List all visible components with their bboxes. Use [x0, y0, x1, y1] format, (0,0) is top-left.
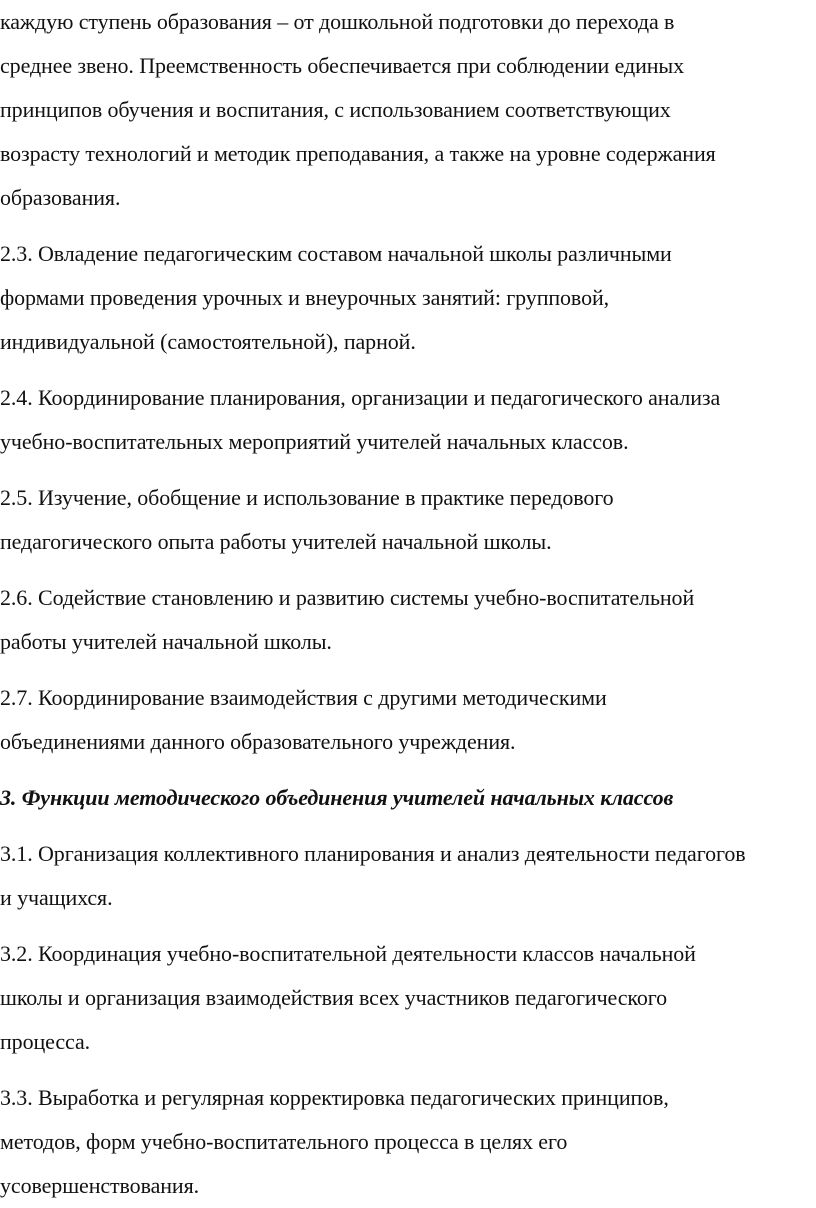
text-line: 3.1. Организация коллективного планирования и анализ деятельности педагогов — [0, 841, 746, 866]
paragraph-spacer — [0, 220, 816, 232]
text-line: возрасту технологий и методик преподавания, а также на уровне содержания — [0, 141, 716, 166]
text-line: школы и организация взаимодействия всех участников педагогического — [0, 985, 668, 1010]
text-line: формами проведения урочных и внеурочных занятий: групповой, — [0, 285, 610, 310]
paragraph-2-4 — [0, 376, 816, 464]
text-line: усовершенствования. — [0, 1173, 200, 1198]
text-line: принципов обучения и воспитания, с использованием соответствующих — [0, 97, 671, 122]
text-line: процесса. — [0, 1029, 91, 1054]
text-line: педагогического опыта работы учителей начальной школы. — [0, 529, 552, 554]
text-line: объединениями данного образовательного учреждения. — [0, 729, 516, 754]
paragraph-spacer — [0, 664, 816, 676]
text-line: образования. — [0, 185, 121, 210]
paragraph-3-2 — [0, 932, 816, 1064]
paragraph-2-3 — [0, 232, 816, 364]
text-line: каждую ступень образования – от дошкольной подготовки до перехода в — [0, 9, 675, 34]
paragraph-spacer — [0, 1064, 816, 1076]
text-line: 3.2. Координация учебно-воспитательной деятельности классов начальной — [0, 941, 696, 966]
paragraph-spacer — [0, 820, 816, 832]
paragraph-2-6 — [0, 576, 816, 664]
text-line: 2.6. Содействие становлению и развитию системы учебно-воспитательной — [0, 585, 695, 610]
text-line: методов, форм учебно-воспитательного процесса в целях его — [0, 1129, 568, 1154]
paragraph-spacer — [0, 764, 816, 776]
text-line: 3.3. Выработка и регулярная корректировка педагогических принципов, — [0, 1085, 669, 1110]
paragraph-3-1 — [0, 832, 816, 920]
heading-line: 3. Функции методического объединения учителей начальных классов — [0, 785, 674, 810]
text-line: среднее звено. Преемственность обеспечивается при соблюдении единых — [0, 53, 685, 78]
text-line: 2.4. Координирование планирования, организации и педагогического анализа — [0, 385, 721, 410]
section-heading — [0, 776, 816, 820]
paragraph-continuation — [0, 0, 816, 220]
paragraph-2-7 — [0, 676, 816, 764]
paragraph-spacer — [0, 464, 816, 476]
text-line: индивидуальной (самостоятельной), парной. — [0, 329, 416, 354]
text-line: 2.7. Координирование взаимодействия с другими методическими — [0, 685, 607, 710]
text-line: учебно-воспитательных мероприятий учителей начальных классов. — [0, 429, 629, 454]
text-line: и учащихся. — [0, 885, 113, 910]
text-line: работы учителей начальной школы. — [0, 629, 332, 654]
paragraph-spacer — [0, 364, 816, 376]
text-line: 2.5. Изучение, обобщение и использование в практике передового — [0, 485, 614, 510]
paragraph-spacer — [0, 564, 816, 576]
text-line: 2.3. Овладение педагогическим составом начальной школы различными — [0, 241, 672, 266]
paragraph-3-3 — [0, 1076, 816, 1208]
paragraph-spacer — [0, 920, 816, 932]
paragraph-2-5 — [0, 476, 816, 564]
